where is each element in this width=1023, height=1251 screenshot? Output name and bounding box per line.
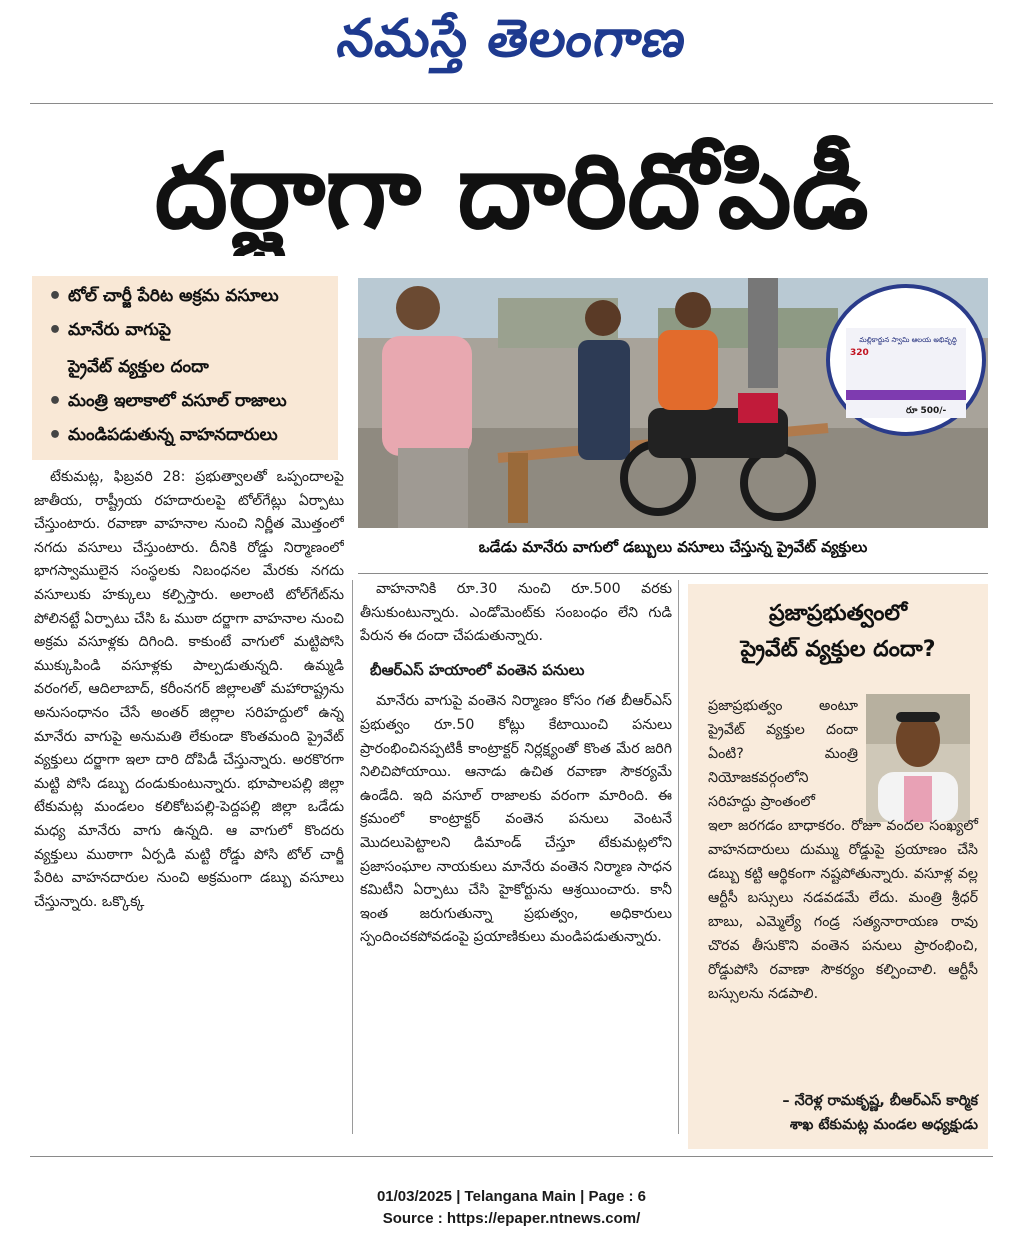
edition-info: 01/03/2025 | Telangana Main | Page : 6 bbox=[376, 1188, 647, 1205]
receipt-header: మల్లికార్జున స్వామి ఆలయ అభివృద్ధి bbox=[859, 336, 957, 344]
quote-text: ఇలా జరగడం బాధాకరం. రోజూ వందల సంఖ్యలో వాహనదారులు దుమ్ము రోడ్డుపై ప్రయాణం చేసి డబ్బు కట్టి ఆర్థికంగా నష్టపోతున్నారు. వసూళ్ల వల్ల ఆర్టీసీ బస్సులు నడవడమే లేదు. మంత్రి శ్రీధర్ బాబు, ఎమ్మెల్యే గండ్ర సత్యనారాయణ రావు చొరవ తీసుకొని వంతెన పనులు ప్రారంభించి, రోడ్డుపోసి రవాణా సౌకర్యం కల్పించాలి. ఆర్టీసీ బస్సులను నడపాలి. bbox=[708, 818, 978, 1002]
receipt-number: 320 bbox=[850, 348, 869, 358]
sidebar-quote bbox=[708, 694, 978, 1006]
news-photo bbox=[358, 278, 988, 528]
masthead-logo: నమస్తే తెలంగాణ bbox=[333, 8, 692, 69]
sidebar-title-line: ప్రజాప్రభుత్వంలో bbox=[768, 601, 908, 626]
highlight-text: టోల్ చార్జీ పేరిట అక్రమ వసూలు bbox=[68, 286, 279, 306]
highlight-text: మండిపడుతున్న వాహనదారులు bbox=[68, 425, 278, 445]
receipt-amount: రూ 500/- bbox=[906, 406, 947, 416]
attribution-line: శాఖ టేకుమట్ల మండల అధ్యక్షుడు bbox=[789, 1117, 978, 1133]
highlight-text: ప్రైవేట్ వ్యక్తుల దందా bbox=[68, 357, 209, 377]
highlight-item bbox=[46, 425, 328, 446]
photo-caption: ఒడేడు మానేరు వాగులో డబ్బులు వసూలు చేస్తున్న ప్రైవేట్ వ్యక్తులు bbox=[478, 538, 868, 556]
highlight-text: మంత్రి ఇలాకాలో వసూల్ రాజాలు bbox=[68, 391, 287, 411]
article-column-2 bbox=[360, 578, 672, 1134]
article-paragraph: మానేరు వాగుపై వంతెన నిర్మాణం కోసం గత బీఆర్ఎస్ ప్రభుత్వం రూ.50 కోట్లు కేటాయించి పనులు ప్రారంభించినప్పటికీ కాంట్రాక్టర్ నిర్లక్ష్యంతో కొంత మేర జరిగి నిలిచిపోయాయి. ఆనాడు ఉచిత రవాణా సౌకర్యమే ఉండేది. ఇది వసూల్ రాజాలకు వరంగా మారింది. ఈ క్రమంలో కాంట్రాక్టర్ వంతెన పనులు వెంటనే మొదలుపెట్టాలని డిమాండ్ చేస్తూ టేకుమట్లలోని ప్రజాసంఘాల నాయకులు మానేరు వంతెన నిర్మాణ సాధన కమిటీని ఏర్పాటు చేసి హైకోర్టును ఆశ్రయించారు. కానీ ఇంత జరుగుతున్నా ప్రభుత్వం, అధికారులు స్పందించకపోవడంపై ప్రయాణికులు మండిపడుతున్నారు. bbox=[360, 693, 672, 946]
highlights-box bbox=[32, 276, 338, 460]
masthead-divider bbox=[30, 103, 993, 104]
quote-attribution bbox=[708, 1089, 978, 1137]
article-subheading: బీఆర్ఎస్ హయాంలో వంతెన పనులు bbox=[370, 660, 585, 679]
headline: దర్జాగా దారిదోపిడీ bbox=[154, 130, 869, 252]
highlight-item bbox=[46, 391, 328, 412]
opinion-sidebar bbox=[688, 584, 988, 1149]
page-footer bbox=[0, 1186, 1023, 1230]
article-paragraph: వాహనానికి రూ.30 నుంచి రూ.500 వరకు తీసుకుంటున్నారు. ఎండోమెంట్‌కు సంబంధం లేని గుడి పేరున ఈ దందా చేపడుతున్నారు. bbox=[360, 581, 672, 645]
quote-text: ప్రజాప్రభుత్వం అంటూ ప్రైవేట్ వ్యక్తుల దందా ఏంటి? మంత్రి నియోజకవర్గంలోని సరిహద్దు ప్రాంతంలో bbox=[708, 698, 858, 810]
article-paragraph: టేకుమట్ల, ఫిబ్రవరి 28: ప్రభుత్వాలతో ఒప్పందాలపై జాతీయ, రాష్ట్రీయ రహదారులపై టోల్‌గేట్లు ఏర్పాటు చేస్తుంటారు. రవాణా వాహనాల నుంచి నిర్ణీత మొత్తంలో నగదు వసూలు చేస్తుంటారు. దీనికి రోడ్డు నిర్మాణంలో భాగస్వాములైన సంస్థలకు నిబంధనల మేరకు నగదు వసూలుకు హక్కులు కల్పిస్తారు. అలాంటి టోల్‌గేట్‌ను పోలినట్టే ఏర్పాటు చేసి ఓ ముఠా దర్జాగా వాహనాల నుంచి అక్రమ వసూళ్లకు దిగింది. కాకుంటే వాగులో మట్టిపోసి ముక్కుపిండి వసూళ్లకు పాల్పడుతున్నది. ఉమ్మడి వరంగల్, ఆదిలాబాద్, కరీంనగర్ జిల్లాలతో మహారాష్ట్రను అనుసంధానం చేసే అంతర్ జిల్లాల సరిహద్దులో ఉన్న మానేరు వాగుపై అనుమతి లేకుండా కొంతమంది ప్రైవేట్ వ్యక్తులు దర్జాగా ఇలా దారి దోపిడీ చేస్తున్నారు. అరకొరగా మట్టి పోసి డబ్బు దండుకుంటున్నారు. భూపాలపల్లి జిల్లా టేకుమట్ల మండలం కలికోటపల్లి-పెద్దపల్లి జిల్లా ఒడేడు మధ్య మానేరు వాగు ఉన్నది. ఆ వాగులో కొందరు వ్యక్తులు ముఠాగా ఏర్పడి మట్టి రోడ్డు పోసి టోల్‌ చార్జీ పేరిట వాహనదారుల నుంచి అక్రమంగా డబ్బు వసూలు చేస్తున్నారు. ఒక్కొక్క bbox=[34, 469, 344, 910]
article-column-1 bbox=[34, 466, 344, 1134]
source-link[interactable]: Source : https://epaper.ntnews.com/ bbox=[382, 1210, 641, 1227]
highlight-text: మానేరు వాగుపై bbox=[68, 320, 171, 340]
sidebar-title-line: ప్రైవేట్ వ్యక్తుల దందా? bbox=[740, 637, 936, 662]
sidebar-title bbox=[688, 596, 988, 668]
photo-illustration bbox=[358, 278, 988, 528]
highlight-item bbox=[46, 320, 328, 378]
highlight-item bbox=[46, 286, 328, 307]
masthead bbox=[0, 0, 1023, 100]
column-divider bbox=[352, 580, 353, 1134]
caption-divider bbox=[358, 573, 988, 574]
attribution-line: – నేరెళ్ల రామకృష్ణ, బీఆర్ఎస్ కార్మిక bbox=[782, 1093, 978, 1109]
footer-divider bbox=[30, 1156, 993, 1157]
column-divider bbox=[678, 580, 679, 1134]
